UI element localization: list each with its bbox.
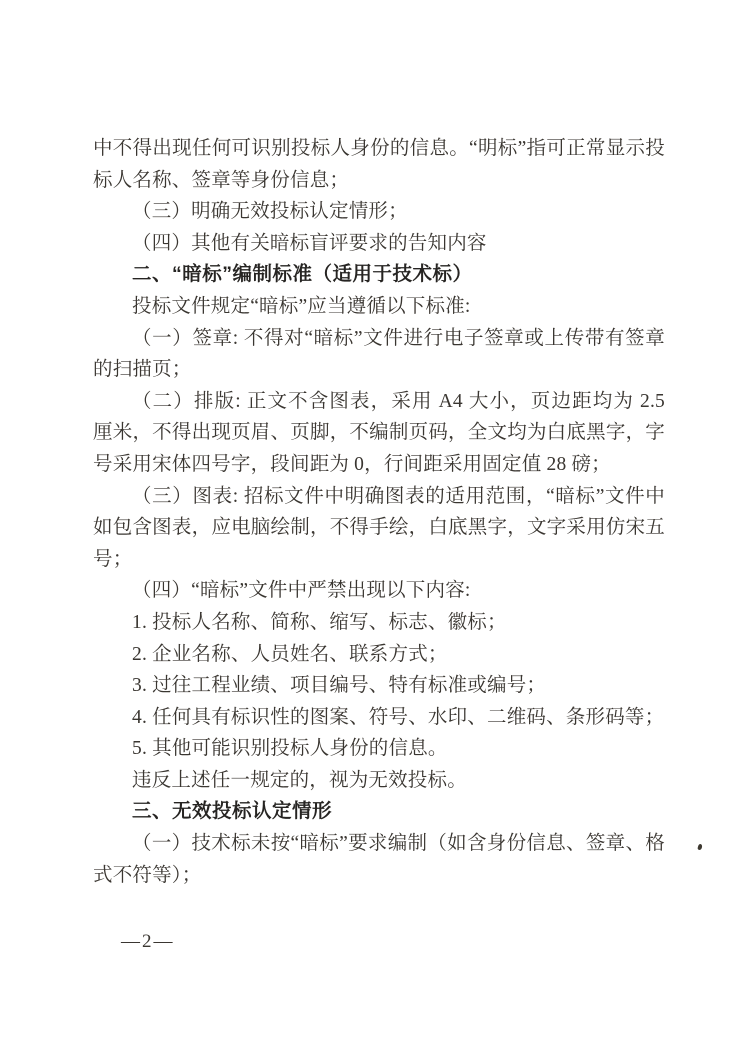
body-paragraph: 投标文件规定“暗标”应当遵循以下标准: — [132, 295, 471, 317]
body-paragraph: 中不得出现任何可识别投标人身份的信息。“明标”指可正常显示投标人名称、签章等身份信息； — [93, 138, 665, 191]
body-paragraph: 1. 投标人名称、简称、缩写、标志、徽标； — [132, 611, 507, 633]
body-paragraph: 违反上述任一规定的，视为无效投标。 — [132, 769, 467, 791]
body-paragraph: （三）明确无效投标认定情形； — [132, 201, 408, 223]
scan-artifact-dot — [697, 844, 703, 851]
body-paragraph: （四）“暗标”文件中严禁出现以下内容: — [132, 580, 471, 602]
body-paragraph: （三）图表: 招标文件中明确图表的适用范围，“暗标”文件中如包含图表，应电脑绘制，不得手绘，白底黑字，文字采用仿宋五号； — [93, 485, 665, 570]
body-paragraph: （一）技术标未按“暗标”要求编制（如含身份信息、签章、格式不符等）； — [93, 833, 665, 886]
body-paragraph: 3. 过往工程业绩、项目编号、特有标准或编号； — [132, 675, 547, 697]
body-paragraph: （一）签章: 不得对“暗标”文件进行电子签章或上传带有签章的扫描页； — [93, 327, 665, 381]
body-paragraph: （四）其他有关暗标盲评要求的告知内容 — [132, 232, 487, 254]
body-paragraph: 2. 企业名称、人员姓名、联系方式； — [132, 643, 448, 665]
body-paragraph: 5. 其他可能识别投标人身份的信息。 — [132, 738, 448, 760]
body-paragraph: 4. 任何具有标识性的图案、符号、水印、二维码、条形码等； — [132, 706, 665, 728]
page-number: —2— — [121, 931, 175, 952]
body-paragraph: （二）排版: 正文不含图表，采用 A4 大小，页边距均为 2.5 厘米，不得出现页眉、页脚，不编制页码，全文均为白底黑字，字号采用宋体四号字，段间距为 0，行间距采用固定值 28 磅； — [93, 390, 665, 475]
document-body — [93, 133, 665, 891]
section-heading: 二、“暗标”编制标准（适用于技术标） — [132, 263, 473, 286]
section-heading: 三、无效投标认定情形 — [132, 800, 333, 823]
